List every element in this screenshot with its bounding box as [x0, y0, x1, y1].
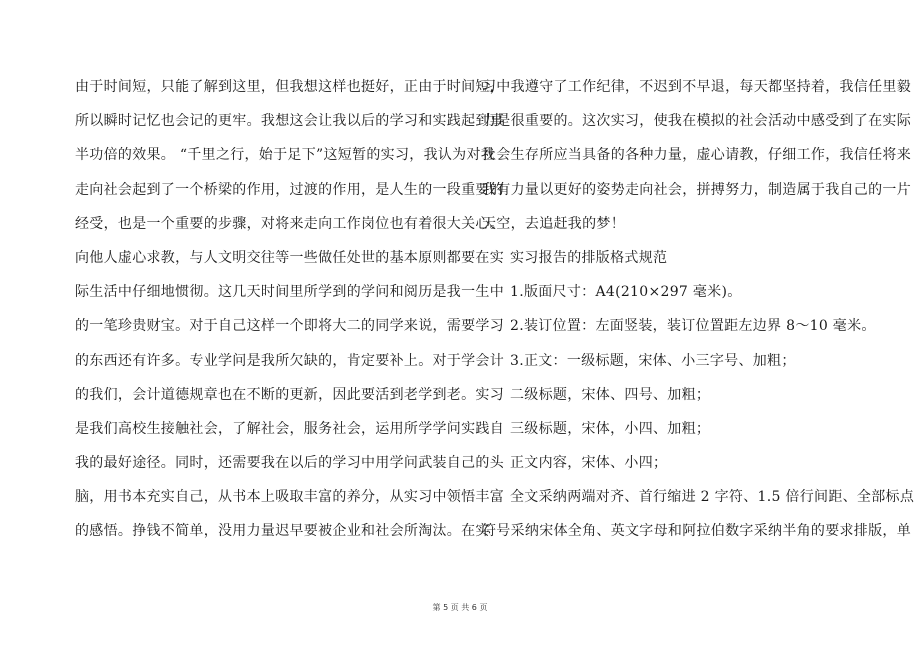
text-line: 社会生存所应当具备的各种力量，虚心请教，仔细工作，我信任将来 — [482, 147, 911, 164]
text-line: 三级标题，宋体，小四、加粗； — [510, 420, 711, 437]
text-line: 习中我遵守了工作纪律，不迟到不早退，每天都坚持着，我信任里毅 — [482, 79, 911, 95]
text-line: 我有力量以更好的姿势走向社会，拼搏努力，制造属于我自己的一片 — [482, 181, 911, 198]
text-line: 所以瞬时记忆也会记的更牢。我想这会让我以后的学习和实践起到事 — [75, 113, 504, 130]
text-line: 脑，用书本充实自己，从书本上吸取丰富的养分，从实习中领悟丰富 — [75, 489, 504, 506]
page-footer: 第 5 页 共 6 页 — [432, 603, 488, 612]
text-line: 由于时间短，只能了解到这里，但我想这样也挺好，正由于时间短， — [75, 79, 504, 95]
right-column — [482, 70, 915, 549]
text-line: 是我们高校生接触社会，了解社会，服务社会，运用所学学问实践自 — [75, 420, 504, 437]
text-line: 经受，也是一个重要的步骤，对将来走向工作岗位也有着很大关心。 — [75, 215, 504, 232]
text-line: 走向社会起到了一个桥梁的作用，过渡的作用，是人生的一段重要的 — [75, 181, 504, 198]
text-line: 的我们，会计道德规章也在不断的更新，因此要活到老学到老。实习 — [75, 386, 504, 403]
text-line: 二级标题，宋体、四号、加粗； — [510, 386, 711, 403]
text-line: 向他人虚心求教，与人文明交往等一些做任处世的基本原则都要在实 — [75, 249, 504, 266]
text-line: 2.装订位置：左面竖装，装订位置距左边界 8～10 毫米。 — [510, 318, 876, 335]
text-line: 的东西还有许多。专业学问是我所欠缺的，肯定要补上。对于学会计 — [75, 352, 504, 369]
text-line: 我的最好途径。同时，还需要我在以后的学习中用学问武装自己的头 — [75, 455, 504, 472]
text-line: 半功倍的效果。 “千里之行，始于足下”这短暂的实习，我认为对我 — [75, 147, 496, 164]
text-line: 天空，去追赶我的梦！ — [482, 215, 625, 232]
text-line: 的感悟。挣钱不简单，没用力量迟早要被企业和社会所淘汰。在实 — [75, 523, 490, 540]
text-line: 1.版面尺寸：A4(210×297 毫米)。 — [510, 284, 742, 301]
text-line: 3.正文：一级标题，宋体、小三字号、加粗； — [510, 352, 796, 369]
text-line: 力是很重要的。这次实习，使我在模拟的社会活动中感受到了在实际 — [482, 113, 911, 130]
text-line: 符号采纳宋体全角、英文字母和阿拉伯数字采纳半角的要求排版，单 — [482, 523, 911, 540]
left-column — [75, 70, 504, 549]
text-line: 全文采纳两端对齐、首行缩进 2 字符、1.5 倍行间距、全部标点 — [510, 489, 915, 506]
text-line: 的一笔珍贵财宝。对于自己这样一个即将大二的同学来说，需要学习 — [75, 318, 504, 335]
text-line: 正文内容，宋体、小四； — [510, 455, 668, 472]
text-line: 际生活中仔细地惯彻。这几天时间里所学到的学问和阅历是我一生中 — [75, 284, 504, 301]
text-line: 实习报告的排版格式规范 — [510, 249, 668, 266]
